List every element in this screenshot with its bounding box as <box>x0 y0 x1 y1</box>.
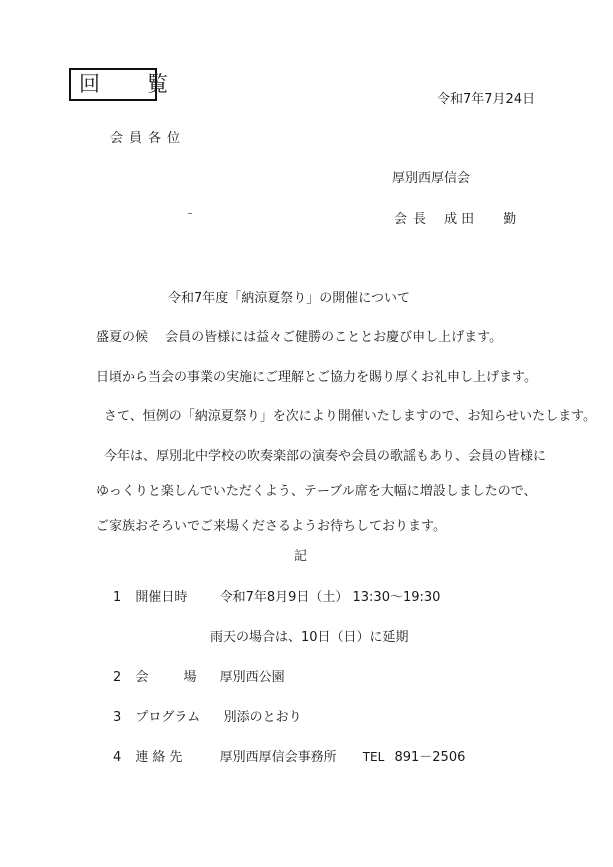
event-description-text: 今年は、厚別北中学校の吹奏楽部の演奏や会員の歌謡もあり、会員の皆様にゆっくりと楽しんでいただくよう、テーブル席を大幅に増設しましたので、ご家族おそろいでご来場くださるようお待ちしております。 <box>96 449 547 534</box>
item-value: 令和7年8月9日（土） 13:30～19:30 <box>219 590 441 605</box>
item-number: 1 <box>113 590 122 605</box>
item-label: 連絡先 <box>135 750 187 765</box>
sender-name: 成田 勤 <box>444 212 521 227</box>
thanks-line: 日頃から当会の事業の実施にご理解とご協力を賜り厚くお礼申し上げます。 <box>96 370 537 385</box>
rain-note: 雨天の場合は、10日（日）に延期 <box>210 630 409 645</box>
ki-heading: 記 <box>294 549 308 564</box>
greeting-line: 盛夏の候 会員の皆様には益々ご健勝のこととお慶び申し上げます。 <box>96 330 503 345</box>
addressee: 会員各位 <box>110 131 187 146</box>
sender-title: 会長 <box>394 212 433 227</box>
tel-number: 891－2506 <box>394 750 466 765</box>
item-number: 4 <box>113 750 122 765</box>
event-description <box>96 439 548 544</box>
scan-speck <box>188 213 192 214</box>
item-value: 別添のとおり <box>223 710 302 725</box>
subject-line: 令和7年度「納涼夏祭り」の開催について <box>168 291 411 306</box>
item-label: プログラム <box>135 710 201 725</box>
item-value: 厚別西厚信会事務所 <box>219 750 337 765</box>
item-label: 会 場 <box>135 670 203 685</box>
item-number: 3 <box>113 710 122 725</box>
item-value: 厚別西公園 <box>219 670 285 685</box>
announcement-line: さて、恒例の「納涼夏祭り」を次により開催いたしますので、お知らせいたします。 <box>104 409 597 424</box>
circulation-stamp: 回 覧 <box>69 68 157 101</box>
item-number: 2 <box>113 670 122 685</box>
item-venue <box>113 666 285 685</box>
sender-signature <box>394 208 520 227</box>
tel-label: TEL <box>362 750 385 764</box>
item-program <box>113 706 302 725</box>
document-date: 令和7年7月24日 <box>437 92 536 107</box>
item-date <box>113 586 440 605</box>
item-label: 開催日時 <box>135 590 188 605</box>
sender-organization: 厚別西厚信会 <box>392 171 471 186</box>
item-contact <box>113 746 465 765</box>
